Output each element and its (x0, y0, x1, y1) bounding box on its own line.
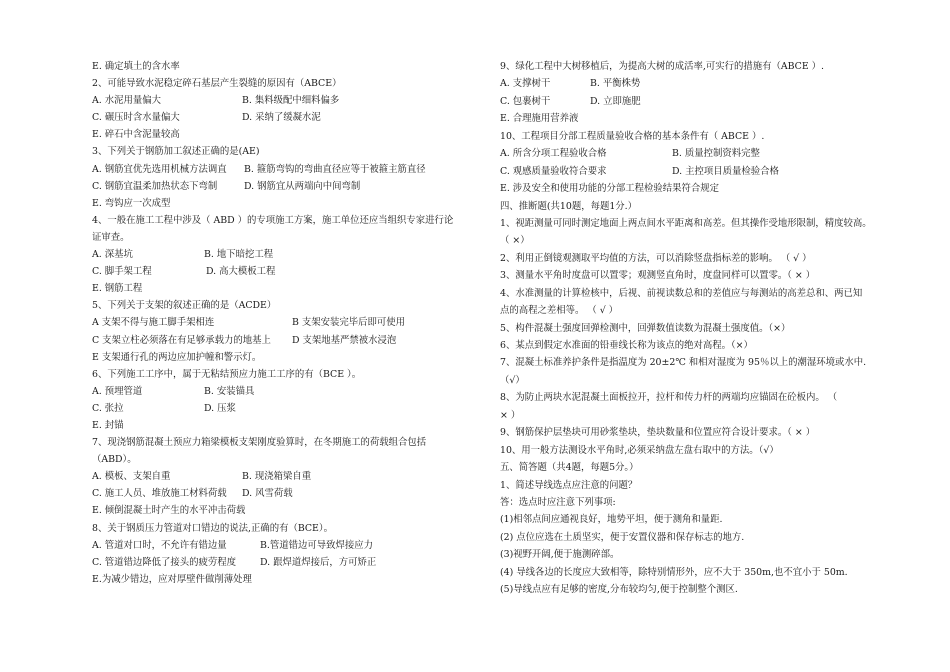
text-line (500, 546, 884, 563)
line-text: 1、简述导线选点应注意的问题？ (500, 479, 638, 491)
text-line (500, 407, 884, 424)
line-text: 9、绿化工程中大树移植后，为提高大树的成活率,可实行的措施有（ABCE ）. (500, 61, 825, 72)
line-text: 4、水准测量的计算检核中，后视、前视读数总和的差值应与每测站的高差总和、两已知 (500, 287, 863, 299)
text-line (92, 434, 476, 451)
text-line (92, 58, 476, 75)
text-line (92, 178, 476, 195)
line-text: 2、利用正倒镜观测取平均值的方法，可以消除竖盘指标差的影响。 （ √ ） (500, 252, 812, 264)
line-text: 证审查。 (92, 231, 130, 243)
line-text: A. 支撑树干 (500, 78, 551, 90)
option-text: D. 高大模板工程 (206, 266, 276, 278)
text-line (92, 280, 476, 297)
text-line (92, 383, 476, 400)
line-text: 10、工程项目分部工程质量验收合格的基本条件有（ ABCE ）. (500, 130, 765, 142)
text-line (500, 389, 884, 406)
line-text: 5、下列关于支架的叙述正确的是（ACDE） (92, 300, 277, 312)
option-text: D 支架地基严禁被水浸泡 (292, 334, 397, 346)
line-text: 4、一般在施工工程中涉及（ ABD ）的专项施工方案，施工单位还应当组织专家进行论 (92, 214, 454, 226)
text-line (500, 267, 884, 284)
text-line (92, 332, 476, 349)
line-text: E. 钢筋工程 (92, 283, 143, 295)
option-text: B. 安装锚具 (204, 385, 255, 397)
text-line (500, 511, 884, 528)
option-text: B. 现浇箱梁自重 (242, 471, 312, 483)
line-text: （ ×） (500, 235, 530, 247)
line-text: (1)相邻点间应通视良好，地势平坦，便于测角和量距. (500, 514, 723, 526)
text-line (500, 302, 884, 319)
line-text: 2、可能导致水泥稳定碎石基层产生裂缝的原因有（ABCE） (92, 78, 342, 90)
line-text: A 支架不得与施工脚手架相连 (92, 317, 215, 329)
text-line (500, 337, 884, 354)
option-text: D. 压浆 (204, 402, 236, 414)
text-line (92, 75, 476, 92)
line-text: E. 合理施用营养液 (500, 113, 579, 125)
text-line (500, 75, 884, 92)
line-text: （√） (500, 374, 525, 386)
option-text: B. 箍筋弯钩的弯曲直径应等于被箍主筋直径 (244, 163, 426, 175)
line-text: C. 观感质量验收符合要求 (500, 165, 607, 177)
text-line (92, 554, 476, 571)
line-text: E.为减少错边，应对厚壁件做削薄处理 (92, 573, 252, 585)
text-line (92, 109, 476, 126)
text-line (500, 93, 884, 110)
text-line (500, 180, 884, 197)
text-line (500, 110, 884, 127)
option-text: D. 采纳了缓凝水泥 (242, 112, 321, 124)
line-text: C 支架立柱必须落在有足够承载力的地基上 (92, 334, 271, 346)
option-text: D. 钢筋宜从两端向中间弯制 (244, 180, 361, 192)
right-column (500, 58, 884, 599)
line-text: 8、关于钢质压力管道对口错边的说法,正确的有（BCE）。 (92, 522, 333, 534)
text-line (500, 529, 884, 546)
line-text: (2) 点位应选在土质坚实，便于安置仪器和保存标志的地方. (500, 531, 745, 543)
line-text: C. 钢筋宜温柔加热状态下弯制 (92, 180, 218, 192)
line-text: C. 包裹树干 (500, 95, 551, 107)
text-line (500, 163, 884, 180)
line-text: 7、现浇钢筋混凝土预应力箱梁模板支架刚度验算时，在冬期施工的荷载组合包括 (92, 437, 427, 449)
text-line (500, 564, 884, 581)
line-text: C. 碾压时含水量偏大 (92, 112, 180, 124)
text-line (92, 161, 476, 178)
line-text: 9、钢筋保护层垫块可用砂浆垫块，垫块数量和位置应符合设计要求。（ × ） (500, 427, 816, 439)
text-line (92, 366, 476, 383)
text-line (500, 354, 884, 371)
text-line (92, 314, 476, 331)
option-text: D. 风雪荷载 (242, 488, 293, 500)
text-line (92, 417, 476, 434)
option-text: D. 立即施肥 (590, 95, 641, 107)
text-line (92, 143, 476, 160)
line-text: (3)视野开阔,便于施测碎部。 (500, 549, 620, 561)
line-text: (4) 导线各边的长度应大致相等，除特别情形外，应不大于 350m,也不宜小于 50m. (500, 566, 848, 578)
line-text: C. 张拉 (92, 402, 124, 414)
line-text: A. 钢筋宜优先选用机械方法调直 (92, 163, 227, 175)
text-line (92, 468, 476, 485)
text-line (92, 126, 476, 143)
text-line (500, 424, 884, 441)
text-line (500, 459, 884, 476)
line-text: (5)导线点应有足够的密度,分布较均匀,便于控制整个测区. (500, 584, 738, 596)
text-line (92, 451, 476, 468)
option-text: B. 平衡株势 (590, 78, 641, 90)
line-text: 6、某点到假定水准面的铅垂线长称为该点的绝对高程。（×） (500, 340, 753, 351)
text-line (92, 246, 476, 263)
line-text: E. 封锚 (92, 419, 124, 431)
option-text: B. 集料级配中细料偏多 (242, 95, 340, 107)
line-text: 8、为防止两块水泥混凝土面板拉开，拉杆和传力杆的两端均应锚固在砼板内。 （ (500, 392, 838, 404)
text-line (92, 485, 476, 502)
text-line (500, 58, 884, 75)
text-line (92, 229, 476, 246)
text-line (500, 250, 884, 267)
text-line (92, 571, 476, 588)
text-line (500, 581, 884, 598)
line-text: E. 涉及安全和使用功能的分部工程检验结果符合规定 (500, 183, 720, 195)
line-text: 7、混凝土标准养护条件是指温度为 20±2℃ 和相对湿度为 95％以上的潮湿环境或水中. (500, 357, 867, 369)
line-text: 3、下列关于钢筋加工叙述正确的是(AE) (92, 146, 260, 158)
line-text: E. 碎石中含泥量较高 (92, 129, 180, 141)
line-text: A. 预埋管道 (92, 385, 143, 397)
line-text: 6、下列施工工序中，属于无粘结预应力施工工序的有（BCE ）。 (92, 368, 362, 380)
option-text: D. 跟焊道焊接后，方可矫正 (260, 556, 377, 568)
line-text: E. 弯钩应一次成型 (92, 197, 171, 209)
line-text: A. 深基坑 (92, 249, 133, 261)
text-line (92, 297, 476, 314)
text-line (500, 494, 884, 511)
line-text: A. 模板、支架自重 (92, 471, 171, 483)
text-line (500, 372, 884, 389)
text-line (500, 128, 884, 145)
line-text: C. 脚手架工程 (92, 266, 152, 278)
option-text: B. 地下暗挖工程 (204, 249, 274, 261)
line-text: 答：选点时应注意下列事项: (500, 496, 616, 508)
text-line (500, 198, 884, 215)
text-line (92, 502, 476, 519)
line-text: 四、推断题(共10题，每题1分.） (500, 200, 638, 212)
text-line (500, 285, 884, 302)
option-text: B 支架安装完毕后即可使用 (292, 317, 405, 329)
text-line (500, 215, 884, 232)
text-line (92, 195, 476, 212)
text-line (500, 442, 884, 459)
option-text: D. 主控项目质量检验合格 (672, 165, 779, 177)
line-text: E. 倾倒混凝土时产生的水平冲击荷载 (92, 505, 246, 517)
line-text: 3、测量水平角时度盘可以置零；观测竖直角时，度盘同样可以置零。（ × ） (500, 270, 816, 282)
option-text: B.管道错边可导致焊接应力 (260, 539, 373, 551)
line-text: 10、用一般方法测设水平角时,必须采纳盘左盘右取中的方法。（√） (500, 444, 779, 456)
text-line (92, 400, 476, 417)
text-line (500, 320, 884, 337)
line-text: × ） (500, 409, 521, 421)
line-text: （ABD）。 (92, 454, 137, 466)
option-text: B. 质量控制资料完整 (672, 148, 760, 160)
text-line (92, 92, 476, 109)
line-text: E 支架通行孔的两边应加护幢和警示灯。 (92, 351, 262, 363)
line-text: A. 所含分项工程验收合格 (500, 148, 607, 160)
text-line (92, 520, 476, 537)
line-text: C. 施工人员、堆放施工材料荷载 (92, 488, 227, 500)
text-line (500, 477, 884, 494)
line-text: 五、简答题（共4题，每题5分。） (500, 462, 639, 474)
line-text: 1、视距测量可同时测定地面上两点间水平距离和高差。但其操作受地形限制，精度较高。 (500, 217, 872, 229)
text-line (500, 145, 884, 162)
text-line (92, 537, 476, 554)
line-text: E. 确定填土的含水率 (92, 61, 180, 72)
text-line (92, 263, 476, 280)
line-text: A. 管道对口时，不允许有错边量 (92, 539, 227, 551)
text-line (92, 212, 476, 229)
line-text: 5、构件混凝土强度回弹检测中，回弹数值读数为混凝土强度值。（×） (500, 322, 791, 334)
left-column (92, 58, 476, 588)
text-line (500, 232, 884, 249)
text-line (92, 349, 476, 366)
line-text: A. 水泥用量偏大 (92, 95, 161, 107)
line-text: 点的高程之差相等。 （ √ ） (500, 305, 619, 317)
line-text: C. 管道错边降低了接头的疲劳程度 (92, 556, 237, 568)
